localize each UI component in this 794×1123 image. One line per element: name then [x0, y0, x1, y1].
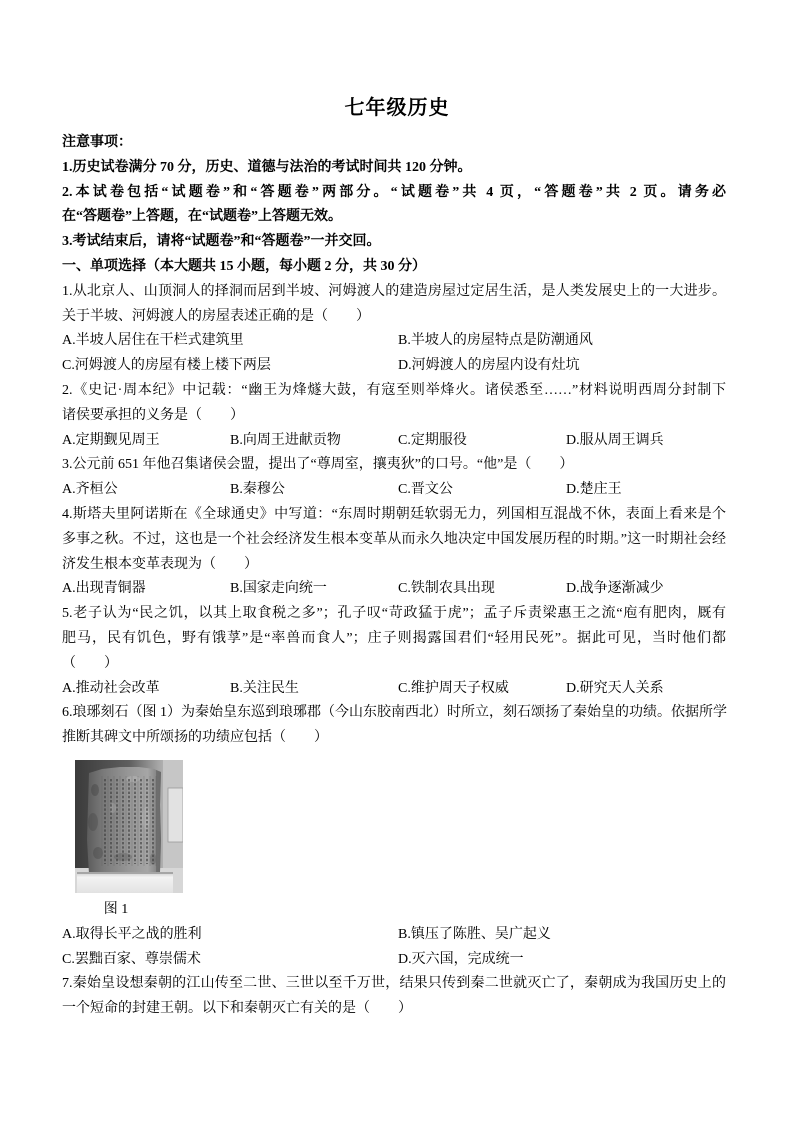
question-stem-line: 2.《史记·周本纪》中记载：“幽王为烽燧大鼓，有寇至则举烽火。诸侯悉至……”材料说明西周分封制下 — [62, 382, 726, 398]
option-b: B.向周王进献贡物 — [230, 432, 341, 448]
option-a: A.取得长平之战的胜利 — [62, 926, 202, 942]
option-a: A.推动社会改革 — [62, 680, 160, 696]
options-row — [62, 677, 734, 702]
option-b: B.半坡人的房屋特点是防潮通风 — [398, 333, 593, 349]
option-b: B.关注民生 — [230, 680, 299, 696]
question-7 — [62, 972, 734, 1022]
option-b: B.国家走向统一 — [230, 581, 327, 597]
question-stem-line: （ ） — [62, 655, 118, 671]
option-c: C.维护周天子权威 — [398, 680, 509, 696]
question-stem-line: 7.秦始皇设想秦朝的江山传至二世、三世以至千万世，结果只传到秦二世就灭亡了，秦朝成为我国历史上的 — [62, 976, 726, 992]
question-stem-line: 5.老子认为“民之饥，以其上取食税之多”；孔子叹“苛政猛于虎”；孟子斥责梁惠王之流“庖有肥肉，厩有 — [62, 606, 726, 622]
question-stem-line: 4.斯塔夫里阿诺斯在《全球通史》中写道：“东周时期朝廷软弱无力，列国相互混战不休，表面上看来是个 — [62, 506, 726, 522]
option-d: D.灭六国，完成统一 — [398, 951, 524, 967]
question-stem-line: 3.公元前 651 年他召集诸侯会盟，提出了“尊周室，攘夷狄”的口号。“他”是（ ） — [62, 457, 574, 473]
option-d: D.研究天人关系 — [566, 680, 664, 696]
stele-photo — [75, 760, 183, 893]
options-row — [62, 329, 734, 354]
option-c: C.铁制农具出现 — [398, 581, 495, 597]
note-line-3: 3.考试结束后，请将“试题卷”和“答题卷”一并交回。 — [62, 234, 381, 250]
question-stem-line: 诸侯要承担的义务是（ ） — [62, 407, 244, 423]
option-a: A.半坡人居住在干栏式建筑里 — [62, 333, 244, 349]
exam-title: 七年级历史 — [344, 97, 450, 119]
option-a: A.定期觐见周王 — [62, 432, 160, 448]
question-stem-line: 1.从北京人、山顶洞人的择洞而居到半坡、河姆渡人的建造房屋过定居生活，是人类发展史上的一大进步。 — [62, 283, 726, 299]
question-stem-line: 推断其碑文中所颂扬的功绩应包括（ ） — [62, 730, 328, 746]
stone-pedestal — [77, 872, 173, 893]
question-stem-line: 多事之秋。不过，这也是一个社会经济发生根本变革从而永久地决定中国发展历程的时期。”这一时期社会经 — [62, 531, 726, 547]
exam-body — [62, 131, 734, 1022]
question-stem-line: 肥马，民有饥色，野有饿莩”是“率兽而食人”；庄子则揭露国君们“轻用民死”。据此可见，当时他们都 — [62, 630, 726, 646]
question-stem-line: 一个短命的封建王朝。以下和秦朝灭亡有关的是（ ） — [62, 1001, 412, 1017]
option-c: C.定期服役 — [398, 432, 467, 448]
figure-1 — [75, 760, 183, 893]
question-6 — [62, 701, 734, 972]
options-row — [62, 577, 734, 602]
notes-heading: 注意事项： — [62, 135, 132, 150]
question-5 — [62, 602, 734, 701]
option-d: D.服从周王调兵 — [566, 432, 664, 448]
section-heading: 一、单项选择（本大题共 15 小题，每小题 2 分，共 30 分） — [62, 258, 426, 274]
options-row — [62, 429, 734, 454]
question-1 — [62, 280, 734, 379]
note-line-2: 2.本试卷包括“试题卷”和“答题卷”两部分。“试题卷”共 4 页，“答题卷”共 2 页。请务必 — [62, 184, 726, 200]
options-row — [62, 478, 734, 503]
options-row — [62, 923, 734, 948]
option-b: B.秦穆公 — [230, 482, 285, 498]
question-4 — [62, 503, 734, 602]
note-line-2-continued: 在“答题卷”上答题，在“试题卷”上答题无效。 — [62, 209, 342, 225]
option-a: A.出现青铜器 — [62, 581, 146, 597]
option-b: B.镇压了陈胜、吴广起义 — [398, 926, 551, 942]
option-c: C.河姆渡人的房屋有楼上楼下两层 — [62, 358, 271, 374]
option-d: D.河姆渡人的房屋内设有灶坑 — [398, 358, 580, 374]
option-c: C.罢黜百家、尊崇儒术 — [62, 951, 201, 967]
question-stem-line: 关于半坡、河姆渡人的房屋表述正确的是（ ） — [62, 308, 370, 324]
option-c: C.晋文公 — [398, 482, 453, 498]
option-a: A.齐桓公 — [62, 482, 118, 498]
options-row — [62, 948, 734, 973]
question-stem-line: 6.琅琊刻石（图 1）为秦始皇东巡到琅琊郡（今山东胶南西北）时所立，刻石颂扬了秦始皇的功绩。依据所学 — [62, 705, 727, 721]
note-line-1: 1.历史试卷满分 70 分，历史、道德与法治的考试时间共 120 分钟。 — [62, 159, 472, 175]
question-3 — [62, 453, 734, 503]
question-2 — [62, 379, 734, 453]
figure-caption: 图 1 — [103, 901, 129, 917]
question-stem-line: 济发生根本变革表现为（ ） — [62, 556, 258, 572]
options-row — [62, 354, 734, 379]
exam-notes — [62, 131, 734, 255]
option-d: D.楚庄王 — [566, 482, 622, 498]
option-d: D.战争逐渐减少 — [566, 581, 664, 597]
